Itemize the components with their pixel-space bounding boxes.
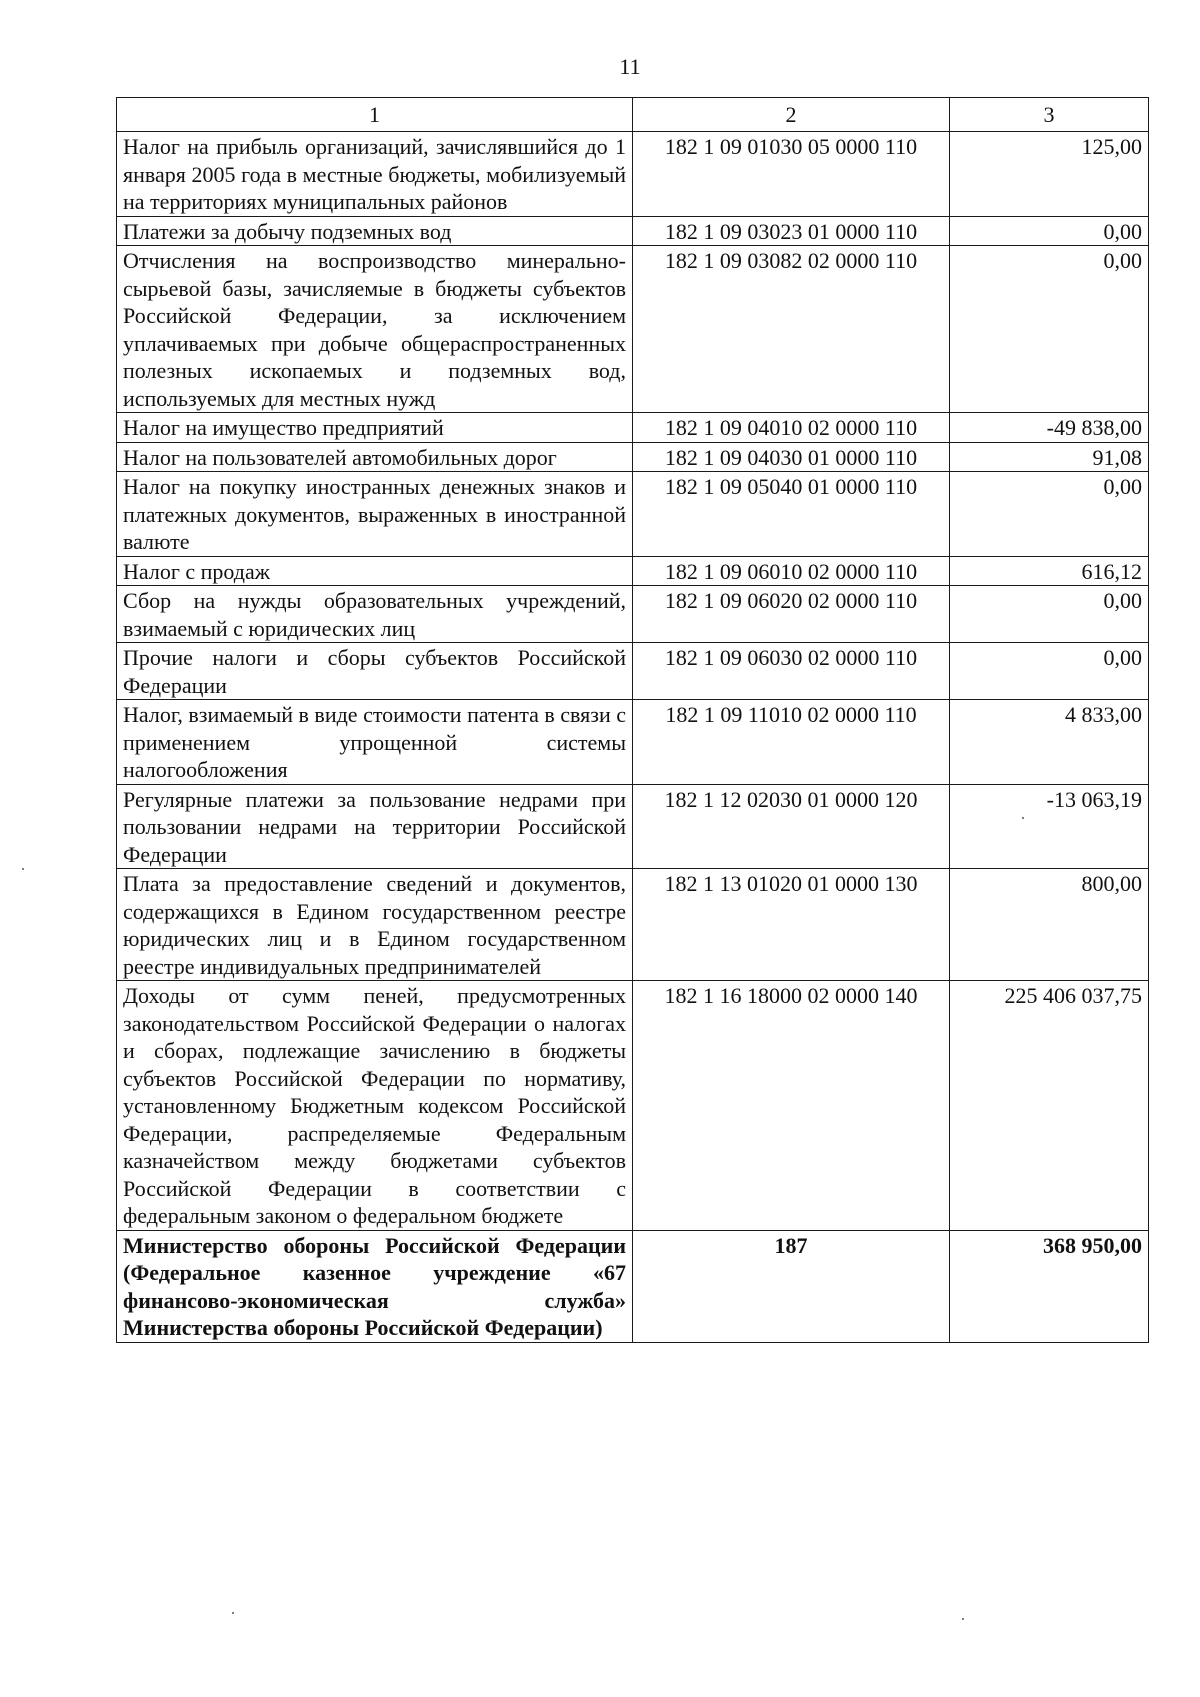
table-row	[117, 700, 1149, 785]
table-row	[117, 472, 1149, 557]
row-amount: 225 406 037,75	[950, 981, 1149, 1231]
row-name: Отчисления на воспроизводство минерально-сырьевой базы, зачисляемые в бюджеты субъектов Российской Федерации, за исключением уплачиваемых при добыче общераспространенных полезных ископаемых и подземных вод, используемых для местных нужд	[117, 246, 633, 413]
table-header-row	[117, 98, 1149, 132]
column-header-amount: 3	[950, 98, 1149, 132]
row-amount: 0,00	[950, 246, 1149, 413]
row-code: 182 1 09 01030 05 0000 110	[633, 132, 950, 217]
row-name: Министерство обороны Российской Федерации (Федеральное казенное учреждение «67 финансово-экономическая служба» Министерства обороны Российской Федерации)	[117, 1230, 633, 1342]
row-amount: 0,00	[950, 216, 1149, 246]
table-row	[117, 869, 1149, 981]
table-row-ministry-total	[117, 1230, 1149, 1342]
table-row	[117, 556, 1149, 586]
row-name: Доходы от сумм пеней, предусмотренных законодательством Российской Федерации о налогах и сборах, подлежащие зачислению в бюджеты субъектов Российской Федерации по нормативу, установленному Бюджетным кодексом Российской Федерации, распределяемые Федеральным казначейством между бюджетами субъектов Российской Федерации в соответствии с федеральным законом о федеральном бюджете	[117, 981, 633, 1231]
row-name: Платежи за добычу подземных вод	[117, 216, 633, 246]
scan-speck	[962, 1618, 964, 1620]
row-name: Налог на имущество предприятий	[117, 413, 633, 443]
scan-speck	[22, 868, 24, 870]
column-header-name: 1	[117, 98, 633, 132]
row-name: Плата за предоставление сведений и документов, содержащихся в Едином государственном реестре юридических лиц и в Едином государственном реестре индивидуальных предпринимателей	[117, 869, 633, 981]
row-amount: -13 063,19	[950, 784, 1149, 869]
row-amount: -49 838,00	[950, 413, 1149, 443]
page-number: 11	[619, 54, 641, 79]
row-code: 182 1 09 06010 02 0000 110	[633, 556, 950, 586]
row-code: 182 1 09 04010 02 0000 110	[633, 413, 950, 443]
row-name: Налог, взимаемый в виде стоимости патента в связи с применением упрощенной системы налогообложения	[117, 700, 633, 785]
table-row	[117, 132, 1149, 217]
table-row	[117, 246, 1149, 413]
row-amount: 0,00	[950, 643, 1149, 700]
row-name: Налог с продаж	[117, 556, 633, 586]
column-header-code: 2	[633, 98, 950, 132]
row-code: 182 1 09 04030 01 0000 110	[633, 442, 950, 472]
row-code: 182 1 09 03023 01 0000 110	[633, 216, 950, 246]
budget-revenue-table	[116, 97, 1149, 1343]
row-code: 182 1 12 02030 01 0000 120	[633, 784, 950, 869]
table-row	[117, 413, 1149, 443]
row-amount: 125,00	[950, 132, 1149, 217]
row-code: 182 1 09 06020 02 0000 110	[633, 586, 950, 643]
row-name: Прочие налоги и сборы субъектов Российской Федерации	[117, 643, 633, 700]
table-row	[117, 442, 1149, 472]
table-row	[117, 981, 1149, 1231]
row-code: 182 1 09 05040 01 0000 110	[633, 472, 950, 557]
row-amount: 368 950,00	[950, 1230, 1149, 1342]
row-name: Налог на прибыль организаций, зачислявшийся до 1 января 2005 года в местные бюджеты, мобилизуемый на территориях муниципальных районов	[117, 132, 633, 217]
row-code: 182 1 09 03082 02 0000 110	[633, 246, 950, 413]
row-code: 182 1 09 06030 02 0000 110	[633, 643, 950, 700]
row-amount: 0,00	[950, 472, 1149, 557]
row-code: 187	[633, 1230, 950, 1342]
row-amount: 0,00	[950, 586, 1149, 643]
row-name: Налог на покупку иностранных денежных знаков и платежных документов, выраженных в иностранной валюте	[117, 472, 633, 557]
row-code: 182 1 09 11010 02 0000 110	[633, 700, 950, 785]
row-amount: 4 833,00	[950, 700, 1149, 785]
row-name: Регулярные платежи за пользование недрами при пользовании недрами на территории Российской Федерации	[117, 784, 633, 869]
row-name: Налог на пользователей автомобильных дорог	[117, 442, 633, 472]
scan-speck	[1022, 817, 1024, 819]
table-row	[117, 586, 1149, 643]
table-row	[117, 643, 1149, 700]
row-amount: 800,00	[950, 869, 1149, 981]
row-code: 182 1 13 01020 01 0000 130	[633, 869, 950, 981]
row-amount: 91,08	[950, 442, 1149, 472]
row-name: Сбор на нужды образовательных учреждений, взимаемый с юридических лиц	[117, 586, 633, 643]
table-row	[117, 216, 1149, 246]
table-row	[117, 784, 1149, 869]
row-code: 182 1 16 18000 02 0000 140	[633, 981, 950, 1231]
scan-speck	[232, 1612, 234, 1614]
row-amount: 616,12	[950, 556, 1149, 586]
